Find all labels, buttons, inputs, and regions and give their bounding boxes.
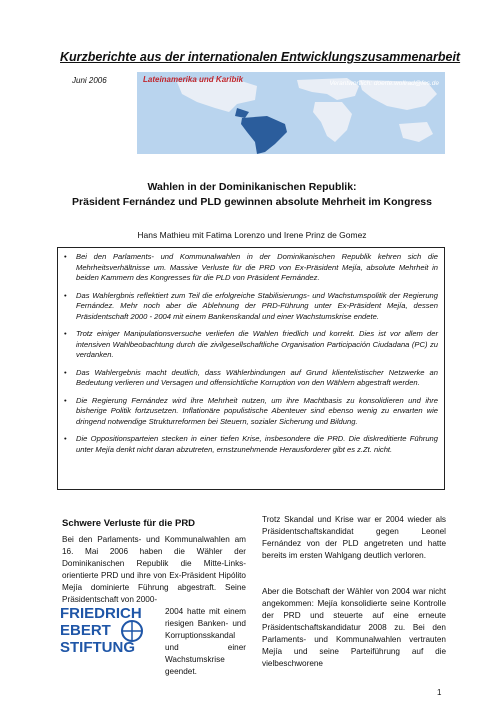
summary-box: [57, 247, 445, 490]
title-line-1: Wahlen in der Dominikanischen Republik:: [147, 181, 357, 193]
logo-text-2: EBERT: [60, 622, 111, 639]
logo-text-1: FRIEDRICH: [60, 605, 142, 622]
summary-list: [58, 248, 444, 455]
summary-item: • Trotz einiger Manipulationsversuche verliefen die Wahlen friedlich und korrekt. Dies ist vor allem der intensiven Wahlbeobachtung durch die zivilgesellschaftliche Organisation Participación Ciudadana (PC) zu verdanken.: [64, 329, 438, 361]
summary-item: • Das Wahlergbnis reflektiert zum Teil die erfolgreiche Stabilisierungs- und Wachstumspolitik der Regierung Fernández. Mehr noch aber die Ablehnung der PRD-Führung unter Ex-Präsident Mejía, dessen Präsidentschaft 2000 - 2004 mit einem Bankenskandal und einer Wachstumskrise endete.: [64, 291, 438, 323]
region-banner: [137, 72, 445, 154]
authors: Hans Mathieu mit Fatima Lorenzo und Irene Prinz de Gomez: [137, 230, 367, 240]
left-column-text-continued: 2004 hatte mit einem riesigen Banken- und Korruptionsskandal und einer Wachstumskrise geendet.: [165, 607, 246, 676]
document-title: [0, 180, 504, 210]
responsible-contact: Verantwortlich: doerte.wollrad@fes.de: [329, 80, 439, 87]
section-heading: Schwere Verluste für die PRD: [62, 518, 196, 529]
summary-item: • Die Oppositionsparteien stecken in einer tiefen Krise, insbesondere die PRD. Die diskreditierte Führung unter Mejía denkt nicht daran abzutreten, ernstzunehmende Herausforderer gibt es z.Zt. nicht.: [64, 434, 438, 455]
logo-text-3: STIFTUNG: [60, 639, 135, 655]
summary-item: • Das Wahlergebnis macht deutlich, dass Wählerbindungen auf Grund klientelistischer Netzwerke an Bedeutung verlieren und Versagen und offensichtliche Korruption von den Wählern abgestraft werden.: [64, 368, 438, 389]
right-column-paragraph-1: Trotz Skandal und Krise war er 2004 wieder als Präsidentschaftskandidat gegen Leonel Fernández von der PLD angetreten und hatte bereits im ersten Wahlgang deutlich verloren.: [262, 515, 446, 560]
publication-date: Juni 2006: [72, 76, 107, 85]
summary-item: • Die Regierung Fernández wird ihre Mehrheit nutzen, um ihre Machtbasis zu konsolidieren und ihre bisherige Politik fortzusetzen. Inflationäre populistische Abenteuer sind ebenso wenig zu erwarten wie dringend notwendige Strukturreformen bei Steuern, sozialer Sicherung und Bildung.: [64, 396, 438, 428]
title-line-2: Präsident Fernández und PLD gewinnen absolute Mehrheit im Kongress: [72, 196, 432, 208]
fes-logo: [60, 603, 160, 655]
right-column-paragraph-2: Aber die Botschaft der Wähler von 2004 war nicht angekommen: Mejía konsolidierte seine Kontrolle der PRD und steuerte auf eine erneute Präsidentschaftskandidatur 2008 zu. Bei den Parlaments- und Kommunalwahlen vertrauten Mejía und seine Parteiführung auf die vielbeschworene: [262, 587, 446, 668]
left-column-text: Bei den Parlaments- und Kommunalwahlen am 16. Mai 2006 haben die Wähler der Dominikanischen Republik die Mitte-Links-orientierte PRD und ihre von Ex-Präsident Hipólito Mejía dominierte Führung abgestraft. Seine Präsidentschaft von 2000-: [62, 535, 246, 604]
publication-title: Kurzberichte aus der internationalen Entwicklungszusammenarbeit: [60, 50, 461, 64]
region-label: Lateinamerika und Karibik: [143, 75, 244, 84]
summary-item: • Bei den Parlaments- und Kommunalwahlen in der Dominikanischen Republik kehren sich die Mehrheitsverhältnisse um. Massive Verluste für die PRD von Ex-Präsident Mejía, absolute Mehrheit in beiden Kammern des Kongresses für die PLD von Präsident Fernández.: [64, 252, 438, 284]
page-number: 1: [437, 688, 442, 697]
